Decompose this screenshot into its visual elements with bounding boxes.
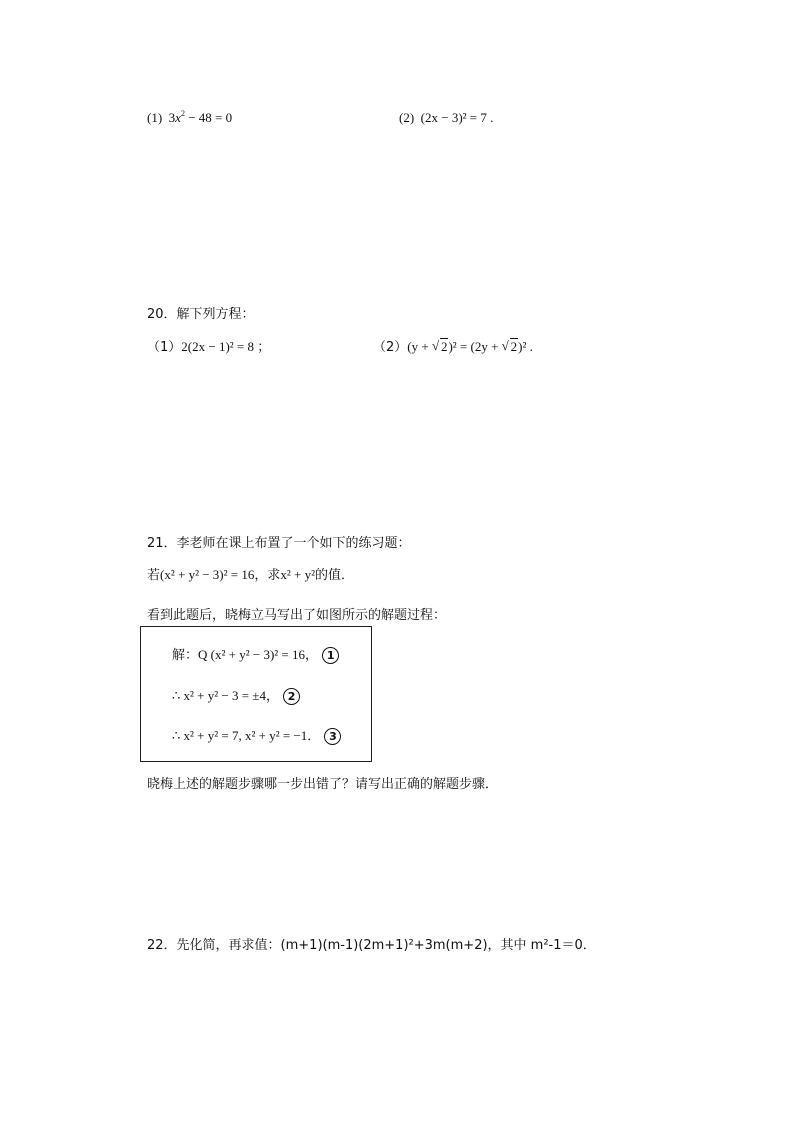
- q19-part1: (1) $3x^2 - 48 = 0$: [147, 109, 233, 125]
- q19-part2-label: (2): [399, 110, 415, 125]
- solution-step-3: ∴ x² + y² = 7, x² + y² = −1． 3: [172, 728, 341, 745]
- solution-step-1: 解：Q (x² + y² − 3)² = 16， 1: [172, 647, 339, 664]
- q22-text: 22．先化简，再求值：(m+1)(m-1)(2m+1)²+3m(m+2)，其中 m²-1＝0．: [147, 938, 596, 953]
- q19-part1-label: (1): [147, 110, 163, 125]
- q21-condition: 若(x² + y² − 3)² = 16，求x² + y²的值．: [147, 567, 355, 583]
- step-marker-1: 1: [322, 647, 339, 664]
- sqrt-symbol: √ 2: [432, 339, 449, 355]
- q21-intro: 看到此题后，晓梅立马写出了如图所示的解题过程：: [147, 608, 447, 623]
- q20-part2: （2）(y + √ 2)² = (2y + √ 2)² .: [373, 339, 533, 356]
- step-marker-3: 3: [324, 728, 341, 745]
- q19-part2: [399, 110, 493, 126]
- q21-question: 晓梅上述的解题步骤哪一步出错了？请写出正确的解题步骤．: [147, 777, 499, 792]
- step-marker-2: 2: [283, 688, 300, 705]
- sqrt-symbol: √ 2: [502, 339, 519, 355]
- q20-part1: （1）2(2x − 1)² = 8 ；: [147, 339, 271, 355]
- q20-title: 20．解下列方程：: [147, 307, 255, 322]
- q21-condition-expression: (x² + y² − 3)² = 16: [160, 567, 255, 582]
- q19-part2-expression: (2x − 3)² = 7 .: [420, 110, 494, 125]
- solution-step-2: ∴ x² + y² − 3 = ±4， 2: [172, 688, 300, 705]
- q21-title: 21．李老师在课上布置了一个如下的练习题：: [147, 536, 411, 551]
- q20-part1-expression: 2(2x − 1)² = 8 ；: [181, 339, 271, 354]
